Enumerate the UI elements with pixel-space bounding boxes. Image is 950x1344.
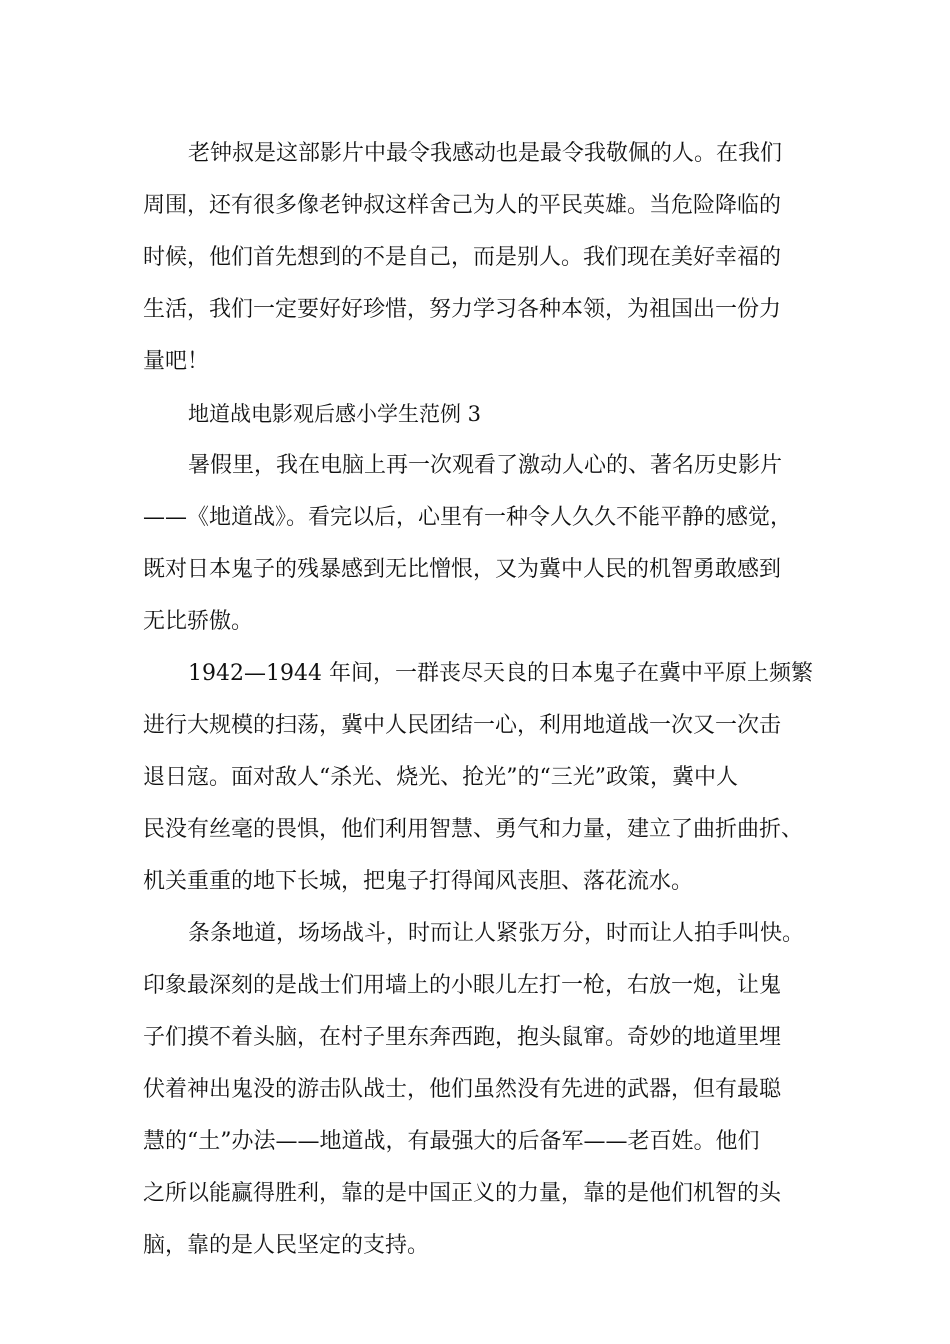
text-line: 老钟叔是这部影片中最令我感动也是最令我敬佩的人。在我们	[188, 141, 783, 166]
document-body	[143, 128, 813, 1272]
text-line: 机关重重的地下长城，把鬼子打得闻风丧胆、落花流水。	[143, 869, 694, 894]
paragraph-closing-reflection	[143, 128, 813, 388]
text-line: 脑，靠的是人民坚定的支持。	[143, 1233, 430, 1258]
text-line: 印象最深刻的是战士们用墙上的小眼儿左打一枪，右放一炮，让鬼	[143, 973, 782, 998]
paragraph-history	[143, 648, 813, 908]
text-line: ——《地道战》。看完以后，心里有一种令人久久不能平静的感觉，	[143, 505, 793, 530]
text-line: 慧的“土”办法——地道战，有最强大的后备军——老百姓。他们	[143, 1129, 760, 1154]
text-line: 退日寇。面对敌人“杀光、烧光、抢光”的“三光”政策，冀中人	[143, 765, 738, 790]
paragraph-impressions	[143, 908, 813, 1272]
text-line: 进行大规模的扫荡，冀中人民团结一心，利用地道战一次又一次击	[143, 713, 782, 738]
text-line: 1942—1944 年间，一群丧尽天良的日本鬼子在冀中平原上频繁	[188, 661, 813, 686]
text-line: 无比骄傲。	[143, 609, 254, 634]
section-heading	[143, 388, 813, 440]
section-heading-text: 地道战电影观后感小学生范例 3	[188, 402, 482, 426]
text-line: 民没有丝毫的畏惧，他们利用智慧、勇气和力量，建立了曲折曲折、	[143, 817, 804, 842]
text-line: 暑假里，我在电脑上再一次观看了激动人心的、著名历史影片	[188, 453, 783, 478]
text-line: 之所以能赢得胜利，靠的是中国正义的力量，靠的是他们机智的头	[143, 1181, 782, 1206]
text-line: 周围，还有很多像老钟叔这样舍己为人的平民英雄。当危险降临的	[143, 193, 782, 218]
paragraph-intro	[143, 440, 813, 648]
text-line: 生活，我们一定要好好珍惜，努力学习各种本领，为祖国出一份力	[143, 297, 782, 322]
text-line: 量吧！	[143, 349, 210, 374]
text-line: 伏着神出鬼没的游击队战士，他们虽然没有先进的武器，但有最聪	[143, 1077, 782, 1102]
text-line: 条条地道，场场战斗，时而让人紧张万分，时而让人拍手叫快。	[188, 921, 805, 946]
text-line: 既对日本鬼子的残暴感到无比憎恨，又为冀中人民的机智勇敢感到	[143, 557, 782, 582]
text-line: 时候，他们首先想到的不是自己，而是别人。我们现在美好幸福的	[143, 245, 782, 270]
text-line: 子们摸不着头脑，在村子里东奔西跑，抱头鼠窜。奇妙的地道里埋	[143, 1025, 782, 1050]
